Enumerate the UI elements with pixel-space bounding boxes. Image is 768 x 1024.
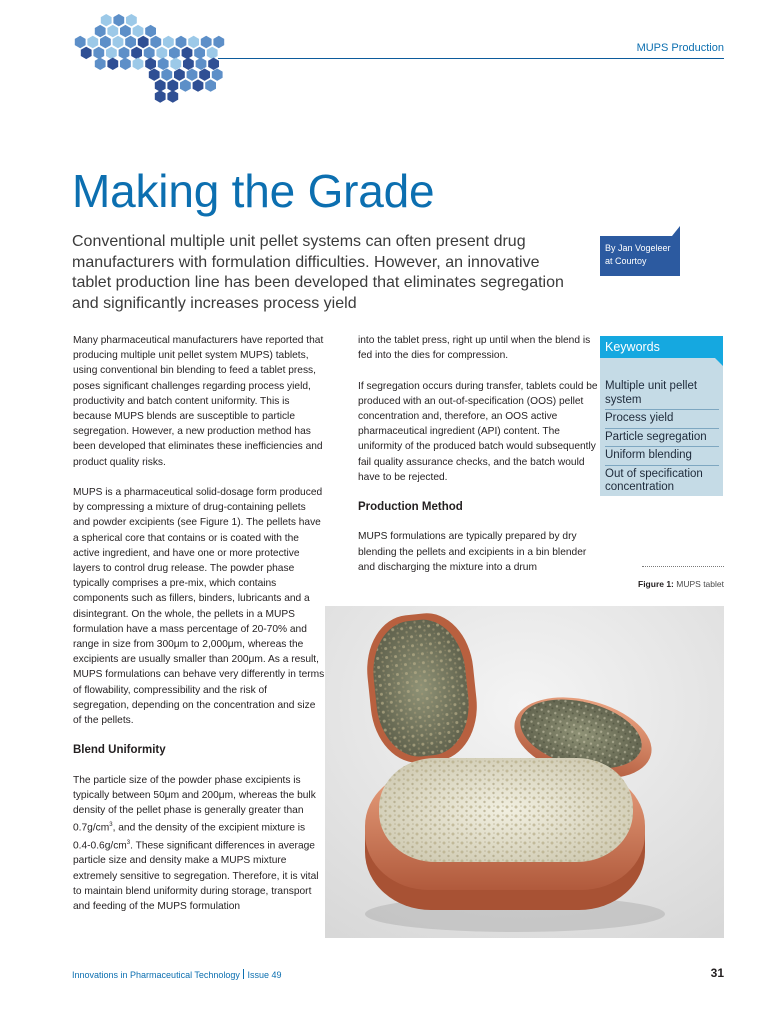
- hexagon-shape: [87, 36, 98, 48]
- hexagon-shape: [145, 58, 156, 70]
- hexagon-shape: [187, 69, 198, 81]
- keywords-tab-corner: [715, 358, 723, 366]
- hexagon-shape: [113, 36, 124, 48]
- hexagon-shape: [120, 25, 131, 37]
- hexagon-shape: [131, 47, 142, 59]
- hexagon-shape: [95, 25, 106, 37]
- hexagon-shape: [213, 36, 224, 48]
- hexagon-shape: [100, 36, 111, 48]
- hexagon-shape: [113, 14, 124, 26]
- body-paragraph: Many pharmaceutical manufacturers have reported that producing multiple unit pellet system MUPS) tablets, using conventional bin blending to feed a tablet press, poses significant challenges regarding process yield, productivity and batch content uniformity. This is because MUPS blends are susceptible to particle segregation. However, a new production method has been developed that eliminates these inefficiencies and product quality risks.: [73, 335, 324, 468]
- article-standfirst: Conventional multiple unit pellet systems can often present drug manufacturers with formulation difficulties. However, an innovative tablet production line has been developed that eliminates segregation and significantly increases process yield: [72, 233, 564, 312]
- article-title: Making the Grade: [72, 165, 435, 217]
- hexagon-shape: [161, 69, 172, 81]
- hexagon-shape: [174, 69, 185, 81]
- hexagon-shape: [183, 58, 194, 70]
- hexagon-shape: [170, 58, 181, 70]
- hexagon-shape: [199, 69, 210, 81]
- keyword-item: Multiple unit pellet system: [605, 378, 719, 410]
- byline-box: By Jan Vogeleer at Courtoy: [600, 236, 680, 276]
- hexagon-shape: [149, 69, 160, 81]
- keywords-box: [600, 336, 723, 496]
- hexagon-shape: [163, 36, 174, 48]
- hexagon-shape: [81, 47, 92, 59]
- hexagon-shape: [107, 25, 118, 37]
- figure-caption-rule: [642, 566, 724, 567]
- hexagon-shape: [207, 47, 218, 59]
- hexagon-shape: [196, 58, 207, 70]
- hexagon-shape: [158, 58, 169, 70]
- hexagon-shape: [120, 58, 131, 70]
- body-paragraph: MUPS is a pharmaceutical solid-dosage form produced by compressing a mixture of drug-containing pellets and powder excipients (see Figure 1). The pellets have a spherical core that contains or is coated with the active ingredient, and have one or more protective layers to control drug release. The powder phase typically comprises a pre-mix, which contains components such as fillers, binders, lubricants and a disintegrant. On the whole, the pellets in a MUPS formulation have a mass percentage of 20-70% and range in size from 300μm to 2,000μm, whereas the excipients are usually smaller than 200μm. As a result, MUPS formulations can behave very differently in terms of flowability, compressibility and the risk of segregation, depending on the concentration and size of the pellets.: [73, 487, 325, 727]
- hexagon-shape: [193, 79, 204, 91]
- hexagon-shape: [125, 36, 136, 48]
- hexagon-shape: [126, 14, 137, 26]
- body-paragraph: The particle size of the powder phase excipients is typically between 50μm and 200μm, whereas the bulk density of the pellet phase is generally greater than $0.7g/cm^3$, and the density of the excipient mixture is $0.4-0.6g/cm^3$. These significant differences in average particle size and density make a MUPS mixture extremely sensitive to segregation. Therefore, it is vital to maintain blend uniformity during storage, transport and feeding of the MUPS formulation: [73, 774, 319, 913]
- hexagon-shape: [150, 36, 161, 48]
- body-paragraph: MUPS formulations are typically prepared by dry blending the pellets and excipients in a bin blender and discharging the mixture into a drum: [358, 531, 587, 573]
- hexagon-shape: [145, 25, 156, 37]
- hexagon-shape: [133, 25, 144, 37]
- subheading-blend-uniformity: Blend Uniformity: [73, 744, 166, 757]
- keyword-item: Particle segregation: [605, 429, 719, 448]
- hexagon-shape: [106, 47, 117, 59]
- hexagon-shape: [75, 36, 86, 48]
- page-number: 31: [710, 966, 724, 980]
- footer-publication: Innovations in Pharmaceutical Technology Issue 49: [72, 970, 282, 980]
- hexagon-shape: [107, 58, 118, 70]
- hexagon-pattern-logo: [70, 6, 230, 112]
- hexagon-shape: [205, 79, 216, 91]
- hexagon-shape: [119, 47, 130, 59]
- hexagon-shape: [95, 58, 106, 70]
- body-paragraph: into the tablet press, right up until when the blend is fed into the dies for compression.: [358, 335, 591, 362]
- body-column-middle: [358, 333, 602, 590]
- body-column-left: [73, 333, 325, 929]
- keyword-item: Uniform blending: [605, 447, 719, 466]
- header-rule: [218, 58, 724, 59]
- hexagon-shape: [176, 36, 187, 48]
- keyword-item: Out of specification concentration: [605, 467, 703, 493]
- body-paragraph: If segregation occurs during transfer, tablets could be produced with an out-of-specification (OOS) pellet concentration and, therefore, an OOS active pharmaceutical ingredient (API) content. The uniformity of the produced batch would subsequently fail quality assurance checks, and the batch would have to be rejected.: [358, 380, 598, 483]
- hexagon-shape: [155, 79, 166, 91]
- hexagon-shape: [155, 90, 166, 102]
- keyword-item: Process yield: [605, 410, 719, 429]
- hexagon-shape: [156, 47, 167, 59]
- hexagon-shape: [138, 36, 149, 48]
- subheading-production-method: Production Method: [358, 501, 463, 514]
- hexagon-shape: [167, 90, 178, 102]
- hexagon-shape: [180, 79, 191, 91]
- byline-tab-corner: [672, 226, 680, 236]
- mups-tablet-photo: [325, 606, 724, 938]
- figure-caption: Figure 1: MUPS tablet: [638, 579, 724, 589]
- hexagon-shape: [144, 47, 155, 59]
- section-label: MUPS Production: [636, 42, 724, 54]
- hexagon-shape: [194, 47, 205, 59]
- hexagon-shape: [208, 58, 219, 70]
- hexagon-shape: [133, 58, 144, 70]
- hexagon-shape: [93, 47, 104, 59]
- hexagon-shape: [169, 47, 180, 59]
- hexagon-shape: [201, 36, 212, 48]
- hexagon-shape: [167, 79, 178, 91]
- hexagon-shape: [182, 47, 193, 59]
- hexagon-shape: [188, 36, 199, 48]
- keywords-heading: Keywords: [600, 336, 723, 358]
- hexagon-shape: [212, 69, 223, 81]
- keywords-list: [600, 358, 723, 497]
- hexagon-shape: [101, 14, 112, 26]
